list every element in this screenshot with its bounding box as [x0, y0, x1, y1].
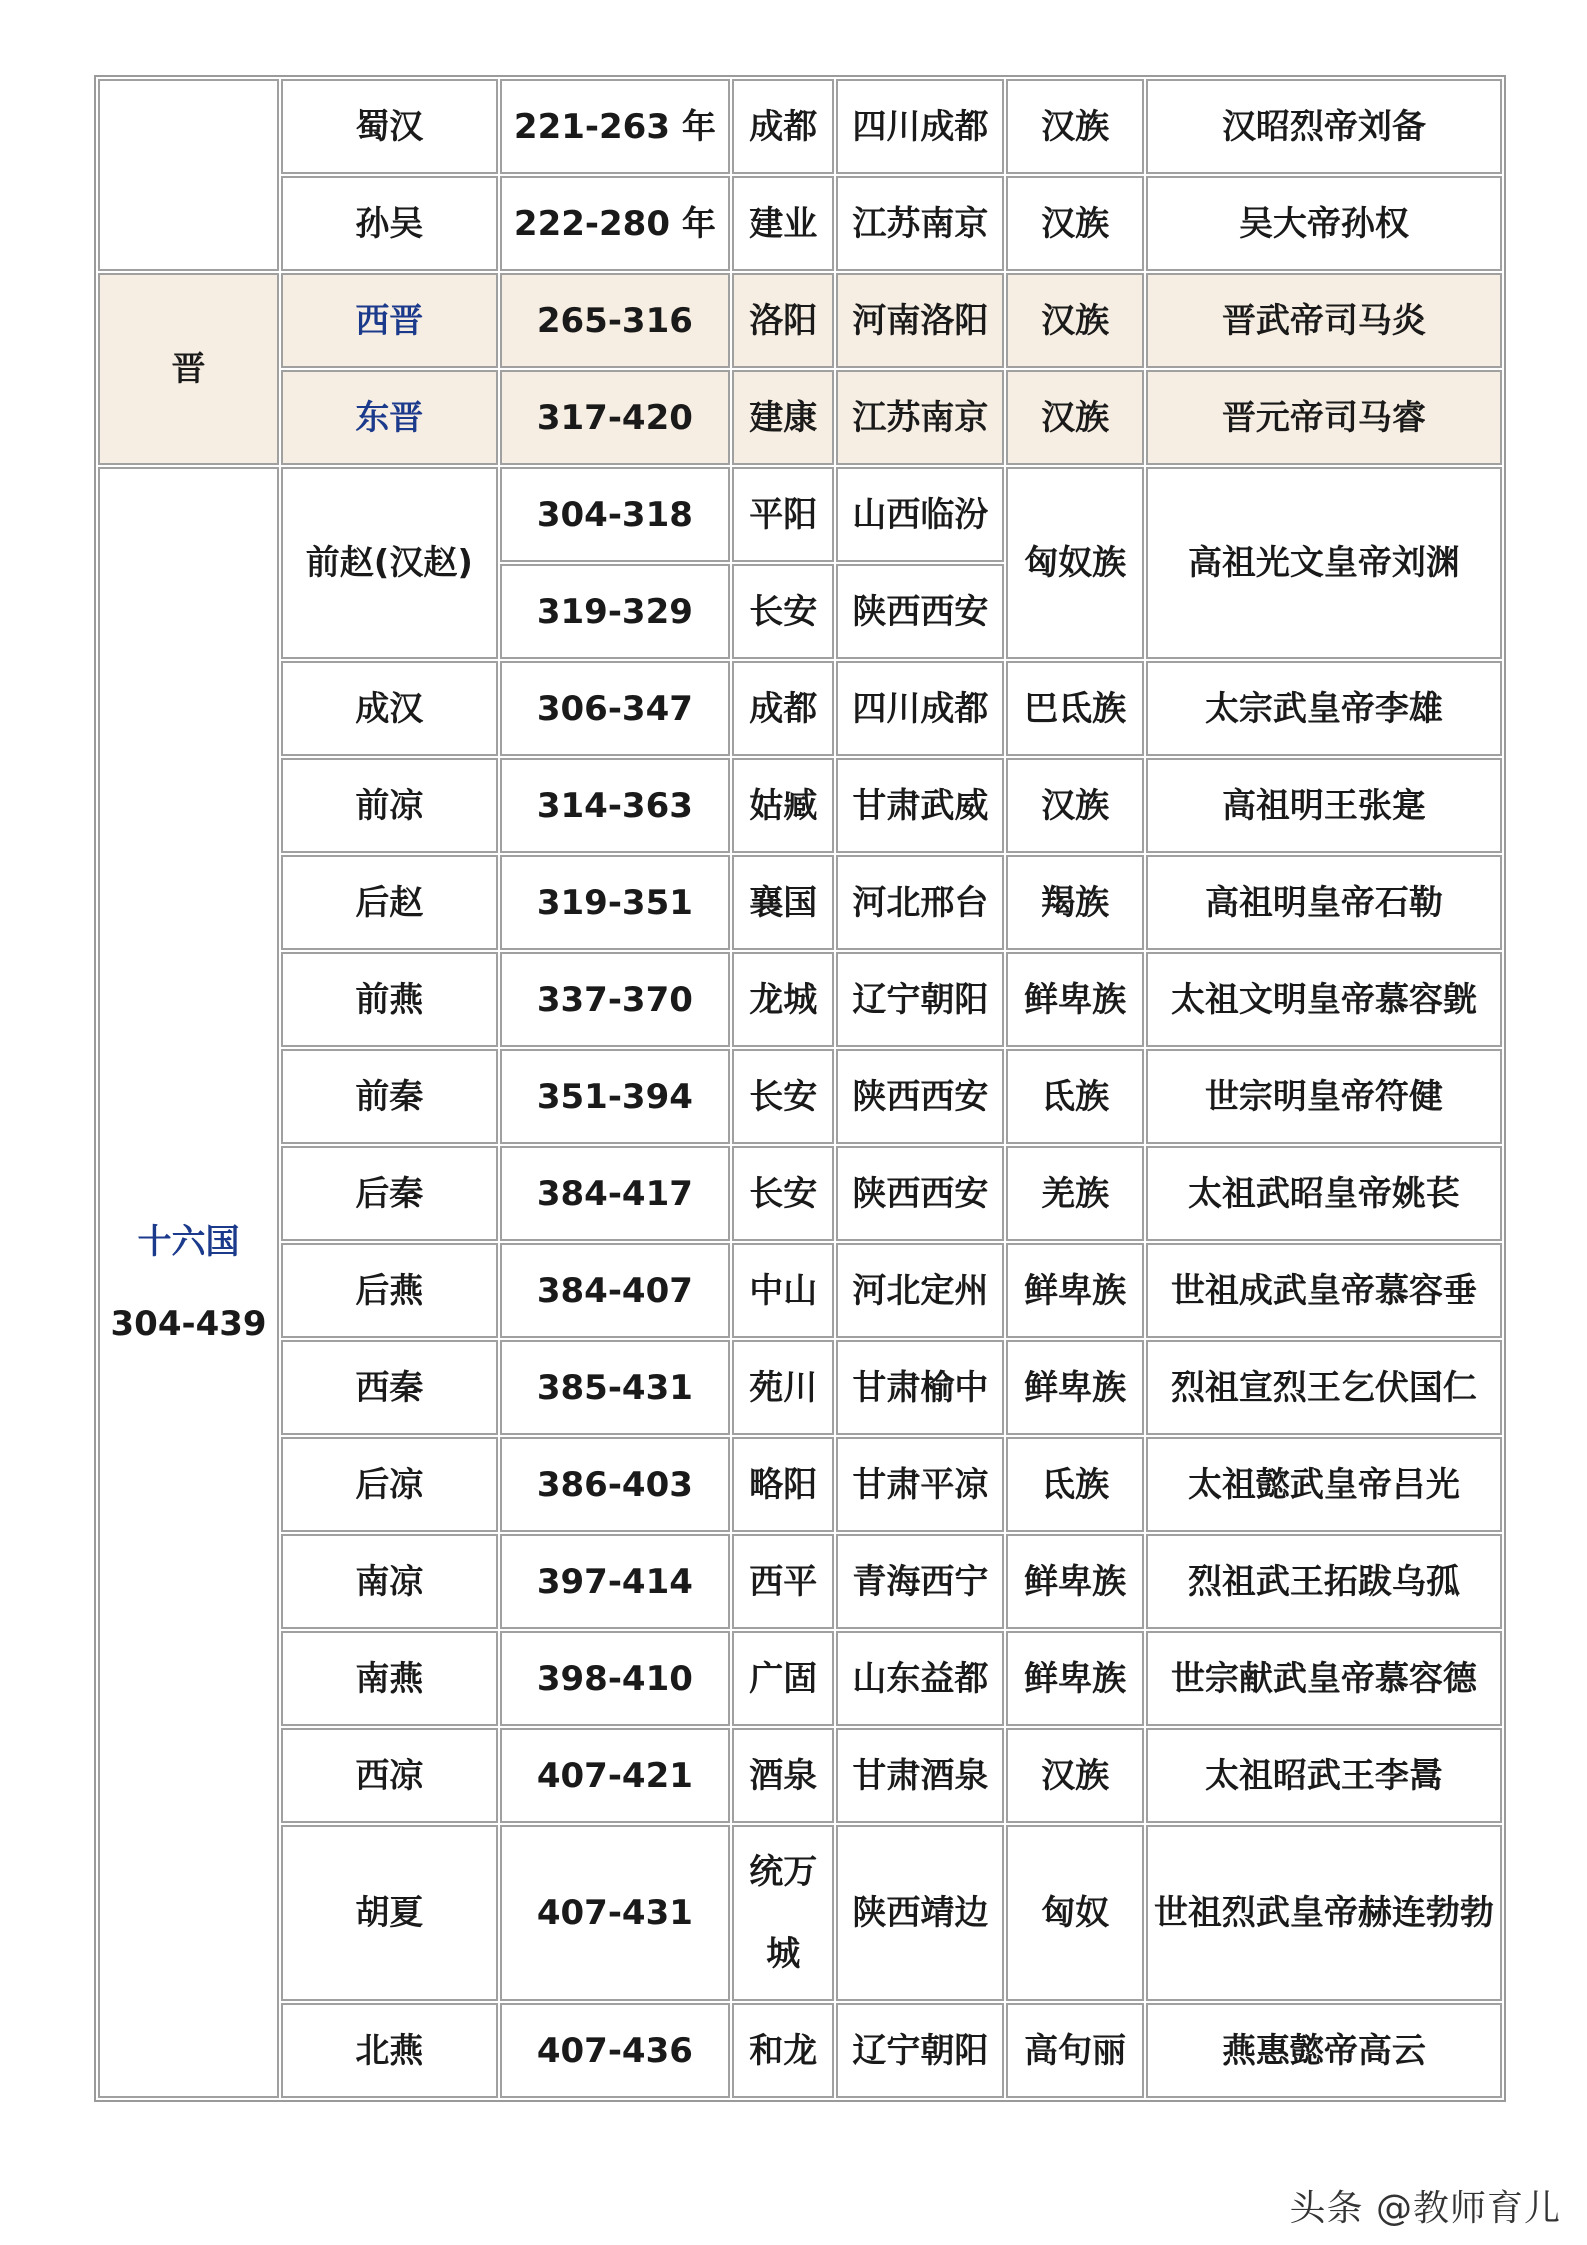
state-cell: 后凉 — [281, 1437, 497, 1532]
state-cell: 孙吴 — [281, 176, 497, 271]
years-cell: 398-410 — [500, 1631, 731, 1726]
ethnic-cell: 高句丽 — [1006, 2003, 1144, 2098]
founder-cell: 世宗献武皇帝慕容德 — [1146, 1631, 1502, 1726]
years-cell: 407-436 — [500, 2003, 731, 2098]
modern-location-cell: 青海西宁 — [836, 1534, 1004, 1629]
state-link-xijin[interactable]: 西晋 — [281, 273, 497, 368]
years-cell: 337-370 — [500, 952, 731, 1047]
ethnic-cell: 汉族 — [1006, 1728, 1144, 1823]
founder-cell: 烈祖武王拓跋乌孤 — [1146, 1534, 1502, 1629]
table-row — [98, 370, 1502, 465]
founder-cell: 太祖文明皇帝慕容皝 — [1146, 952, 1502, 1047]
table-row — [98, 176, 1502, 271]
years-cell: 384-407 — [500, 1243, 731, 1338]
state-cell: 后燕 — [281, 1243, 497, 1338]
years-cell: 385-431 — [500, 1340, 731, 1435]
ethnic-cell: 鲜卑族 — [1006, 952, 1144, 1047]
founder-cell: 吴大帝孙权 — [1146, 176, 1502, 271]
years-cell: 407-421 — [500, 1728, 731, 1823]
table-row — [98, 467, 1502, 562]
table-row — [98, 273, 1502, 368]
capital-cell: 建康 — [732, 370, 834, 465]
modern-location-cell: 四川成都 — [836, 661, 1004, 756]
table-row — [98, 1631, 1502, 1726]
state-cell: 前燕 — [281, 952, 497, 1047]
state-cell: 前凉 — [281, 758, 497, 853]
modern-location-cell: 甘肃平凉 — [836, 1437, 1004, 1532]
state-cell: 后秦 — [281, 1146, 497, 1241]
years-cell: 306-347 — [500, 661, 731, 756]
years-cell: 397-414 — [500, 1534, 731, 1629]
state-cell: 西凉 — [281, 1728, 497, 1823]
ethnic-cell: 氐族 — [1006, 1437, 1144, 1532]
table-row — [98, 661, 1502, 756]
table-row — [98, 1534, 1502, 1629]
founder-cell: 晋武帝司马炎 — [1146, 273, 1502, 368]
ethnic-cell: 匈奴 — [1006, 1825, 1144, 2001]
capital-cell: 洛阳 — [732, 273, 834, 368]
founder-cell: 高祖明王张寔 — [1146, 758, 1502, 853]
modern-location-cell: 陕西靖边 — [836, 1825, 1004, 2001]
table-row — [98, 1049, 1502, 1144]
founder-cell: 世祖烈武皇帝赫连勃勃 — [1146, 1825, 1502, 2001]
years-cell: 319-351 — [500, 855, 731, 950]
ethnic-cell: 汉族 — [1006, 79, 1144, 174]
ethnic-cell: 羌族 — [1006, 1146, 1144, 1241]
capital-cell: 平阳 — [732, 467, 834, 562]
modern-location-cell: 陕西西安 — [836, 1146, 1004, 1241]
founder-cell: 高祖光文皇帝刘渊 — [1146, 467, 1502, 659]
founder-cell: 太宗武皇帝李雄 — [1146, 661, 1502, 756]
founder-cell: 晋元帝司马睿 — [1146, 370, 1502, 465]
ethnic-cell: 羯族 — [1006, 855, 1144, 950]
ethnic-cell: 汉族 — [1006, 176, 1144, 271]
capital-cell: 建业 — [732, 176, 834, 271]
capital-cell: 统万城 — [732, 1825, 834, 2001]
table-row — [98, 1243, 1502, 1338]
ethnic-cell: 巴氐族 — [1006, 661, 1144, 756]
dynasty-table — [94, 75, 1506, 2102]
table-row — [98, 1146, 1502, 1241]
modern-location-cell: 山东益都 — [836, 1631, 1004, 1726]
table-row — [98, 2003, 1502, 2098]
capital-cell: 酒泉 — [732, 1728, 834, 1823]
state-cell: 蜀汉 — [281, 79, 497, 174]
modern-location-cell: 辽宁朝阳 — [836, 2003, 1004, 2098]
capital-cell: 长安 — [732, 564, 834, 659]
years-cell: 222-280 年 — [500, 176, 731, 271]
ethnic-cell: 氐族 — [1006, 1049, 1144, 1144]
modern-location-cell: 四川成都 — [836, 79, 1004, 174]
years-cell: 319-329 — [500, 564, 731, 659]
era-cell-sixteen-kingdoms — [98, 467, 279, 2098]
founder-cell: 太祖昭武王李暠 — [1146, 1728, 1502, 1823]
capital-cell: 襄国 — [732, 855, 834, 950]
years-cell: 221-263 年 — [500, 79, 731, 174]
modern-location-cell: 山西临汾 — [836, 467, 1004, 562]
capital-cell: 长安 — [732, 1146, 834, 1241]
modern-location-cell: 辽宁朝阳 — [836, 952, 1004, 1047]
table-row — [98, 1437, 1502, 1532]
years-cell: 314-363 — [500, 758, 731, 853]
state-cell: 北燕 — [281, 2003, 497, 2098]
state-cell: 成汉 — [281, 661, 497, 756]
state-cell: 南燕 — [281, 1631, 497, 1726]
capital-cell: 略阳 — [732, 1437, 834, 1532]
years-cell: 265-316 — [500, 273, 731, 368]
table-row — [98, 1340, 1502, 1435]
state-cell: 前赵(汉赵) — [281, 467, 497, 659]
ethnic-cell: 汉族 — [1006, 273, 1144, 368]
capital-cell: 和龙 — [732, 2003, 834, 2098]
table-row — [98, 758, 1502, 853]
era-link-sixteen-kingdoms[interactable]: 十六国 — [137, 1221, 240, 1262]
era-years: 304-439 — [110, 1303, 267, 1344]
capital-cell: 成都 — [732, 79, 834, 174]
founder-cell: 世宗明皇帝符健 — [1146, 1049, 1502, 1144]
table-row — [98, 1728, 1502, 1823]
modern-location-cell: 陕西西安 — [836, 1049, 1004, 1144]
table-row — [98, 79, 1502, 174]
table-row — [98, 952, 1502, 1047]
founder-cell: 太祖懿武皇帝吕光 — [1146, 1437, 1502, 1532]
dynasty-table-container — [94, 75, 1506, 2102]
modern-location-cell: 河北邢台 — [836, 855, 1004, 950]
table-row — [98, 855, 1502, 950]
capital-cell: 龙城 — [732, 952, 834, 1047]
modern-location-cell: 河北定州 — [836, 1243, 1004, 1338]
capital-cell: 长安 — [732, 1049, 834, 1144]
modern-location-cell: 江苏南京 — [836, 176, 1004, 271]
founder-cell: 燕惠懿帝高云 — [1146, 2003, 1502, 2098]
state-cell: 胡夏 — [281, 1825, 497, 2001]
capital-cell: 西平 — [732, 1534, 834, 1629]
years-cell: 304-318 — [500, 467, 731, 562]
ethnic-cell: 汉族 — [1006, 758, 1144, 853]
modern-location-cell: 江苏南京 — [836, 370, 1004, 465]
capital-cell: 中山 — [732, 1243, 834, 1338]
watermark: 头条 @教师育儿 — [1289, 2188, 1561, 2229]
modern-location-cell: 甘肃榆中 — [836, 1340, 1004, 1435]
ethnic-cell: 汉族 — [1006, 370, 1144, 465]
founder-cell: 世祖成武皇帝慕容垂 — [1146, 1243, 1502, 1338]
years-cell: 351-394 — [500, 1049, 731, 1144]
state-cell: 前秦 — [281, 1049, 497, 1144]
modern-location-cell: 甘肃武威 — [836, 758, 1004, 853]
ethnic-cell: 鲜卑族 — [1006, 1243, 1144, 1338]
capital-cell: 广固 — [732, 1631, 834, 1726]
state-cell: 西秦 — [281, 1340, 497, 1435]
era-cell-blank — [98, 79, 279, 271]
years-cell: 407-431 — [500, 1825, 731, 2001]
years-cell: 384-417 — [500, 1146, 731, 1241]
years-cell: 317-420 — [500, 370, 731, 465]
state-cell: 南凉 — [281, 1534, 497, 1629]
modern-location-cell: 陕西西安 — [836, 564, 1004, 659]
capital-cell: 成都 — [732, 661, 834, 756]
ethnic-cell: 匈奴族 — [1006, 467, 1144, 659]
founder-cell: 太祖武昭皇帝姚苌 — [1146, 1146, 1502, 1241]
era-cell-jin: 晋 — [98, 273, 279, 465]
capital-cell: 苑川 — [732, 1340, 834, 1435]
founder-cell: 高祖明皇帝石勒 — [1146, 855, 1502, 950]
ethnic-cell: 鲜卑族 — [1006, 1631, 1144, 1726]
years-cell: 386-403 — [500, 1437, 731, 1532]
capital-cell: 姑臧 — [732, 758, 834, 853]
modern-location-cell: 甘肃酒泉 — [836, 1728, 1004, 1823]
state-cell: 后赵 — [281, 855, 497, 950]
modern-location-cell: 河南洛阳 — [836, 273, 1004, 368]
founder-cell: 汉昭烈帝刘备 — [1146, 79, 1502, 174]
founder-cell: 烈祖宣烈王乞伏国仁 — [1146, 1340, 1502, 1435]
ethnic-cell: 鲜卑族 — [1006, 1340, 1144, 1435]
table-row — [98, 1825, 1502, 2001]
state-link-dongjin[interactable]: 东晋 — [281, 370, 497, 465]
ethnic-cell: 鲜卑族 — [1006, 1534, 1144, 1629]
